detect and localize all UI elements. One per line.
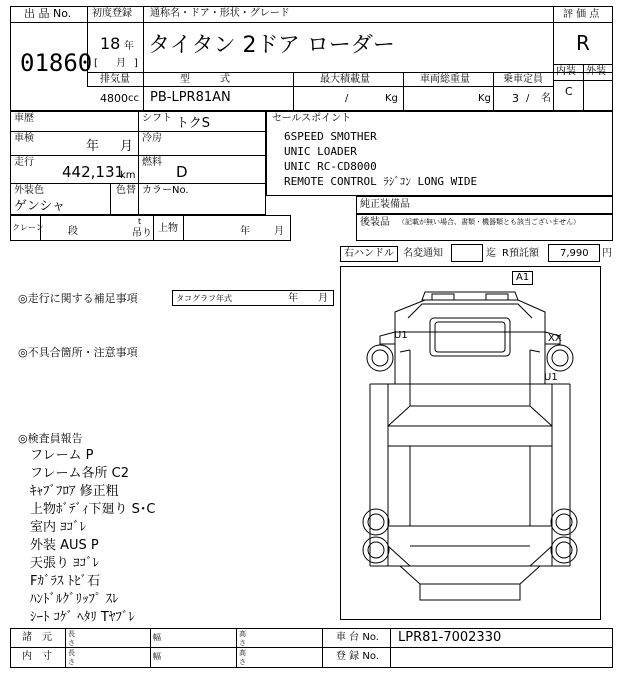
damage-mark: U1 <box>394 330 408 341</box>
inspector-line: フレーム各所 C2 <box>30 466 129 481</box>
ext-color-label: 外装色 <box>14 185 44 196</box>
gross-weight-label: 車両総重量 <box>420 74 470 85</box>
mileage-value: 442,131 <box>62 163 125 181</box>
after-equipment-label: 後装品 <box>360 217 390 228</box>
damage-mark: U1 <box>544 372 558 383</box>
inspector-line: フレーム P <box>30 448 94 463</box>
capacity-unit: 名 <box>541 93 551 104</box>
genuine-equipment-label: 純正装備品 <box>360 199 410 210</box>
car-name-label: 通称名・ドア・形状・グレード <box>150 8 290 19</box>
height-label: 高さ <box>239 649 246 666</box>
r-charge-value: 7,990 <box>560 248 589 259</box>
crane-lift: 吊り <box>132 228 152 239</box>
tacho-month: 月 <box>318 293 328 304</box>
fuel-value: D <box>176 163 188 181</box>
ext-color-value: ゲンシャ <box>14 199 66 214</box>
chassis-no: LPR81-7002330 <box>398 630 502 645</box>
rhd-label: 右ハンドル <box>344 248 394 259</box>
interior-grade: C <box>565 85 573 98</box>
capacity-label: 乗車定員 <box>503 74 543 85</box>
length-label: 長さ <box>68 630 75 647</box>
inspector-line: Fｶﾞﾗｽ ﾄﾋﾞ石 <box>30 574 101 589</box>
inspection-month: 月 <box>120 139 134 154</box>
driving-note-label: ◎走行に関する補足事項 <box>18 292 138 305</box>
history-label: 車歴 <box>14 113 34 124</box>
rating-value: R <box>576 31 590 55</box>
length-label: 長さ <box>68 649 75 666</box>
inspection-year: 年 <box>86 139 100 154</box>
lot-no-label: 出 品 No. <box>24 7 72 20</box>
exterior-label: 外装 <box>586 66 606 77</box>
inspector-line: 天張り ﾖｺﾞﾚ <box>30 556 100 571</box>
tachograph-label: タコグラフ年式 <box>176 294 232 303</box>
model-value: PB-LPR81AN <box>150 90 231 105</box>
interior-label: 内装 <box>556 66 576 77</box>
sales-points-label: セールスポイント <box>272 113 352 124</box>
reg-year-unit: 年 <box>124 41 134 52</box>
displacement-value: 4800 <box>100 92 128 105</box>
displacement-unit: cc <box>128 93 139 104</box>
mileage-unit: km <box>120 170 136 181</box>
name-change-box <box>451 244 483 262</box>
shift-label: シフト <box>142 113 172 124</box>
r-charge-yen: 円 <box>602 248 612 259</box>
after-equipment-note: （記載が無い場合、書類・機器類とも該当ございません） <box>398 218 580 226</box>
lot-no: 01860 <box>20 49 93 77</box>
inspector-line: ﾊﾝﾄﾞﾙｸﾞﾘｯﾌﾟ ｽﾚ <box>30 592 119 607</box>
truck-outline <box>340 266 601 620</box>
damage-mark: XX <box>548 333 562 344</box>
inspector-line: ｼｰﾄ ｺｹﾞ ﾍﾀﾘ Tﾔﾌﾞﾚ <box>30 610 135 625</box>
body-top-label: 上物 <box>158 223 178 234</box>
body-month: 月 <box>274 226 284 237</box>
deadline-label: 迄 <box>486 248 496 259</box>
max-load-label: 最大積載量 <box>320 74 370 85</box>
mileage-label: 走行 <box>14 157 34 168</box>
interior-dims-label: 内 寸 <box>22 651 52 662</box>
name-change-label: 名変通知 <box>403 248 443 259</box>
reg-month-unit: 月 <box>116 58 126 69</box>
chassis-label: 車 台 No. <box>336 632 379 643</box>
color-change-label: 色替 <box>116 185 136 196</box>
sales-point-line: REMOTE CONTROL ﾗｼﾞｺﾝ LONG WIDE <box>284 175 478 188</box>
fuel-label: 燃料 <box>142 157 162 168</box>
max-load-slash: / <box>345 93 349 104</box>
color-no-label: カラーNo. <box>142 185 189 196</box>
gross-weight-unit: Kg <box>478 93 491 104</box>
inspector-line: 上物ﾎﾞﾃﾞｨ下廻り S･C <box>30 502 156 517</box>
reg-year: 18 <box>100 34 121 53</box>
inspector-line: 外装 AUS P <box>30 538 99 553</box>
width-label: 幅 <box>153 633 161 642</box>
width-label: 幅 <box>153 652 161 661</box>
capacity-value: 3 <box>512 92 519 105</box>
footer-frame <box>10 628 613 668</box>
model-label: 型 式 <box>180 74 230 85</box>
inspector-line: 室内 ﾖｺﾞﾚ <box>30 520 87 535</box>
ac-label: 冷房 <box>142 133 162 144</box>
crane-ton-unit: t <box>138 217 142 226</box>
reg-month-close: ] <box>134 58 138 69</box>
dims-label: 諸 元 <box>22 632 52 643</box>
body-year: 年 <box>240 226 250 237</box>
crane-stage: 段 <box>68 226 78 237</box>
height-label: 高さ <box>239 630 246 647</box>
shift-value: トクS <box>176 116 210 131</box>
r-charge-label: R預託額 <box>502 248 539 259</box>
reg-no-label: 登 録 No. <box>336 651 379 662</box>
tacho-year: 年 <box>288 293 298 304</box>
crane-label: クレーン <box>12 223 44 232</box>
sales-point-line: 6SPEED SMOTHER <box>284 130 377 143</box>
displacement-label: 排気量 <box>100 74 130 85</box>
rating-label: 評 価 点 <box>563 9 600 20</box>
capacity-slash: / <box>526 93 530 104</box>
defects-label: ◎不具合箇所・注意事項 <box>18 346 138 359</box>
reg-month-open: [ <box>94 58 98 69</box>
inspector-line: ｷｬﾌﾞﾌﾛｱ 修正粗 <box>30 484 119 499</box>
max-load-unit: Kg <box>385 93 398 104</box>
inspection-label: 車検 <box>14 133 34 144</box>
damage-mark: A1 <box>512 271 533 285</box>
first-reg-label: 初度登録 <box>92 8 132 19</box>
car-name: タイタン 2ドア ローダー <box>148 33 395 58</box>
sales-point-line: UNIC RC-CD8000 <box>284 160 377 173</box>
sales-point-line: UNIC LOADER <box>284 145 357 158</box>
inspector-label: ◎検査員報告 <box>18 432 83 445</box>
